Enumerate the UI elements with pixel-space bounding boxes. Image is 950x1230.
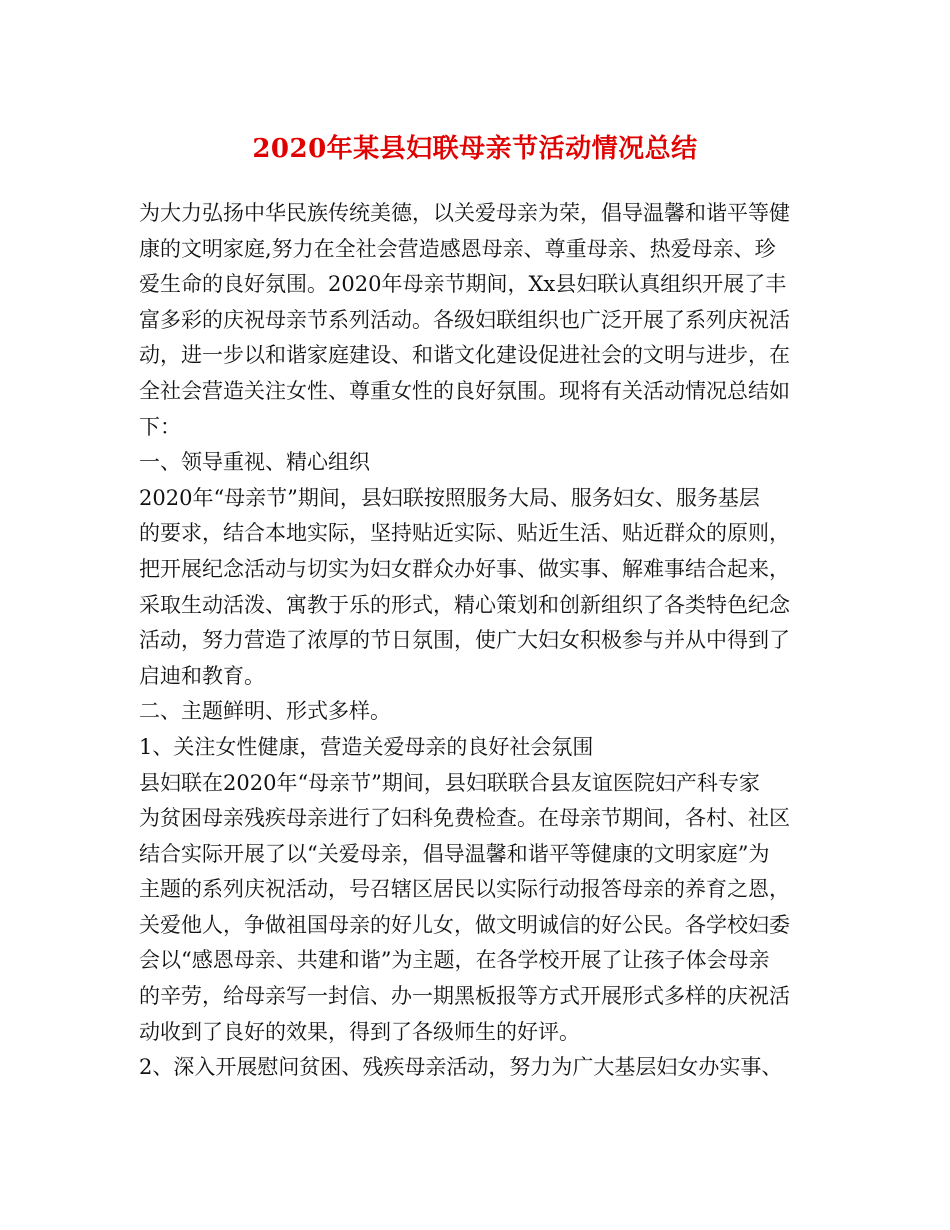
text-line-5: 动，进一步以和谐家庭建设、和谐文化建设促进社会的文明与进步，在 [139,343,790,368]
text-line-19: 结合实际开展了以“关爱母亲，倡导温馨和谐平等健康的文明家庭”为 [139,841,770,866]
text-line-3: 爱生命的良好氛围。2020年母亲节期间，Xx县妇联认真组织开展了丰 [139,272,787,297]
subsection-heading-2: 2、深入开展慰问贫困、残疾母亲活动，努力为广大基层妇女办实事、 [139,1055,783,1080]
text-line-10: 的要求，结合本地实际，坚持贴近实际、贴近生活、贴近群众的原则， [139,521,790,546]
document-title: 2020年某县妇联母亲节活动情况总结 [252,134,698,164]
text-line-1: 为大力弘扬中华民族传统美德，以关爱母亲为荣，倡导温馨和谐平等健 [139,201,790,225]
text-line-7: 下： [139,414,181,439]
text-line-9: 2020年“母亲节”期间，县妇联按照服务大局、服务妇女、服务基层 [139,485,760,510]
text-line-20: 主题的系列庆祝活动，号召辖区居民以实际行动报答母亲的养育之恩， [139,877,790,902]
text-line-2: 康的文明家庭,努力在全社会营造感恩母亲、尊重母亲、热爱母亲、珍 [139,236,776,261]
text-line-13: 活动，努力营造了浓厚的节日氛围，使广大妇女积极参与并从中得到了 [139,628,790,653]
text-line-21: 关爱他人，争做祖国母亲的好儿女，做文明诚信的好公民。各学校妇委 [139,912,790,937]
text-line-6: 全社会营造关注女性、尊重女性的良好氛围。现将有关活动情况总结如 [139,378,790,403]
text-line-14: 启迪和教育。 [139,663,265,688]
section-heading-2: 二、主题鲜明、形式多样。 [139,699,391,724]
section-heading-1: 一、领导重视、精心组织 [139,450,370,475]
text-line-22: 会以“感恩母亲、共建和谐”为主题，在各学校开展了让孩子体会母亲 [139,948,770,973]
text-line-23: 的辛劳，给母亲写一封信、办一期黑板报等方式开展形式多样的庆祝活 [139,984,790,1009]
text-line-12: 采取生动活泼、寓教于乐的形式，精心策划和创新组织了各类特色纪念 [139,592,790,617]
text-line-11: 把开展纪念活动与切实为妇女群众办好事、做实事、解难事结合起来， [139,556,790,581]
subsection-heading-1: 1、关注女性健康，营造关爱母亲的良好社会氛围 [139,734,594,759]
text-line-18: 为贫困母亲残疾母亲进行了妇科免费检查。在母亲节期间，各村、社区 [139,806,790,831]
text-line-17: 县妇联在2020年“母亲节”期间，县妇联联合县友谊医院妇产科专家 [139,770,760,795]
text-line-4: 富多彩的庆祝母亲节系列活动。各级妇联组织也广泛开展了系列庆祝活 [139,307,790,332]
text-line-24: 动收到了良好的效果，得到了各级师生的好评。 [139,1019,580,1044]
document-body [139,196,829,1086]
